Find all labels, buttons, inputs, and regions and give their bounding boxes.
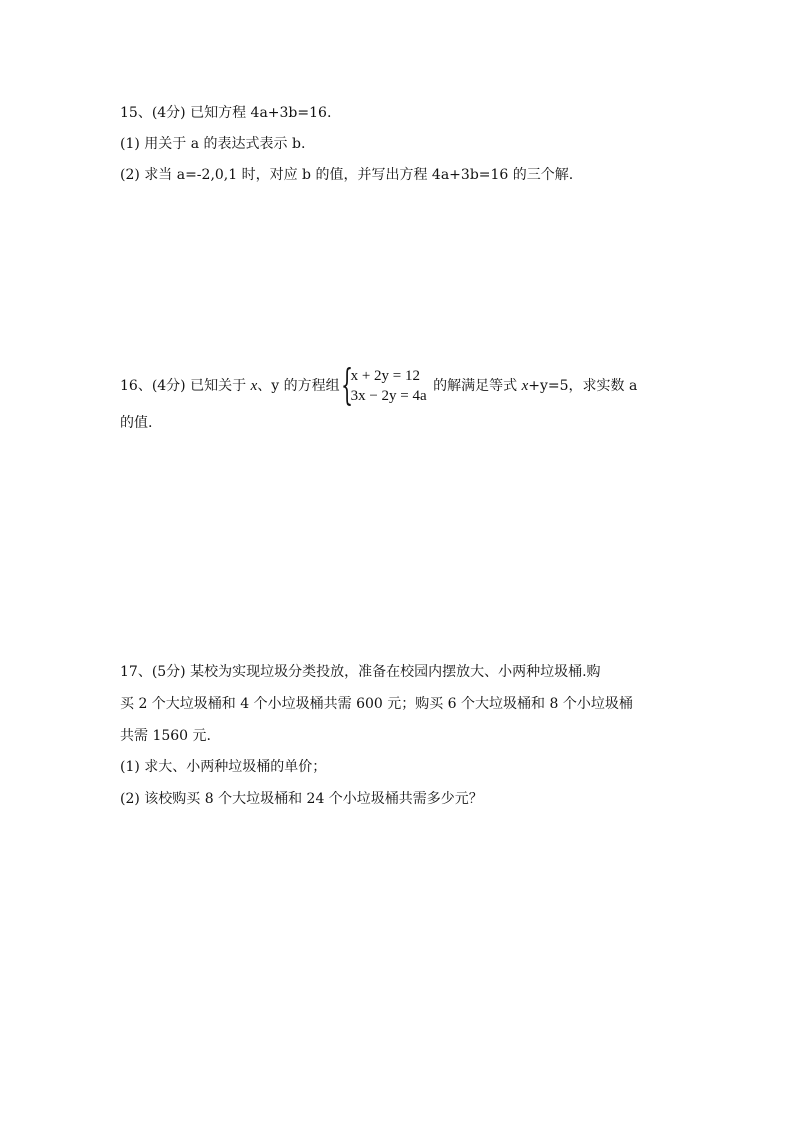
q15-stem: 15、(4分) 已知方程 4a+3b=16.: [120, 105, 332, 121]
q16-var-x: x: [250, 378, 258, 394]
q15-part2: (2) 求当 a=-2,0,1 时，对应 b 的值，并写出方程 4a+3b=16 的三个解.: [120, 167, 574, 183]
q17-line1: 17、(5分) 某校为实现垃圾分类投放，准备在校园内摆放大、小两种垃圾桶.购: [120, 664, 601, 680]
q16-cond-x: x: [521, 378, 529, 394]
equation-2: 3x − 2y = 4a: [350, 388, 427, 404]
q16-cond-rest: +y=5，求实数 a: [528, 378, 638, 394]
left-brace-icon: {: [340, 360, 353, 409]
q16-mid: 的解满足等式: [433, 378, 518, 394]
q16-tail: 的值.: [120, 415, 153, 431]
equation-system: [340, 360, 427, 409]
q16-sep: 、y 的方程组: [257, 378, 340, 394]
q17-part1: (1) 求大、小两种垃圾桶的单价；: [120, 759, 327, 775]
q17-part2: (2) 该校购买 8 个大垃圾桶和 24 个小垃圾桶共需多少元？: [120, 791, 483, 807]
q16-prefix: 16、(4分) 已知关于: [120, 378, 247, 394]
equation-1: x + 2y = 12: [350, 368, 421, 384]
q17-line3: 共需 1560 元.: [120, 728, 211, 744]
q16-line1: [120, 360, 638, 409]
q17-line2: 买 2 个大垃圾桶和 4 个小垃圾桶共需 600 元；购买 6 个大垃圾桶和 8 个小垃圾桶: [120, 696, 633, 712]
q15-part1: (1) 用关于 a 的表达式表示 b.: [120, 136, 306, 152]
